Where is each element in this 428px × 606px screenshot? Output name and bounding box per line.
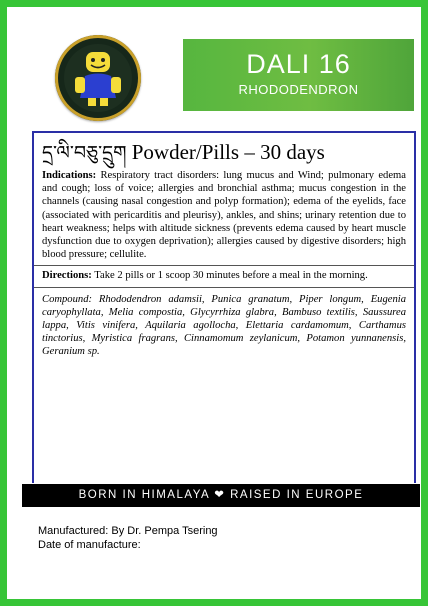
slogan-banner (22, 484, 420, 507)
directions-text: Take 2 pills or 1 scoop 30 minutes before a meal in the morning. (94, 270, 368, 282)
form-duration: Powder/Pills – 30 days (131, 140, 325, 164)
heart-icon: ❤ (214, 489, 226, 501)
product-subtitle: RHODODENDRON (238, 82, 359, 97)
info-panel (32, 131, 416, 483)
product-name: DALI 16 (246, 49, 351, 79)
banner-left: BORN IN HIMALAYA (78, 489, 210, 501)
indications-label: Indications: (42, 170, 97, 181)
indications-section (34, 167, 414, 265)
product-heading (34, 133, 414, 167)
directions-section (34, 266, 414, 286)
manufacture-info (38, 524, 218, 552)
banner-right: RAISED IN EUROPE (230, 489, 364, 501)
compound-text: Compound: Rhododendron adamsii, Punica granatum, Piper longum, Eugenia caryophyllata, Melia compostia, Glycyrrhiza glabra, Bambuso textilis, Saussurea lappa, Vitis vinifera, Aquilaria agollocha, Elettaria cardamomum, Carthamus tinctorius, Myristica fragrans, Cinnamomum zeylanicum, Potamon yunnanensis, Geranium sp. (42, 293, 406, 358)
yellow-figure-icon (55, 35, 141, 121)
manufacturer-text: Manufactured: By Dr. Pempa Tsering (38, 525, 218, 537)
compound-section (34, 288, 414, 363)
directions-label: Directions: (42, 270, 92, 282)
manufacture-date-label: Date of manufacture: (38, 539, 141, 551)
tibetan-name: དྲ་ལི་བཅུ་དྲུག (42, 143, 127, 164)
indications-text: Respiratory tract disorders: lung mucus and Wind; pulmonary edema and cough; loss of voice; allergies and bronchial asthma; mucus congestion in the channels (causing nasal congestion and polyp formation); edema of the eyelids, face (associated with pericarditis and pleurisy), ankles, and shins; urinary retention due to heart weakness; helps with altitude sickness (prevents edema caused by heart muscle dysfunction due to oxygen deprivation); allergies caused by digestive disorders; high blood pressure; cellulite. (42, 170, 406, 261)
product-title-box (183, 39, 414, 111)
